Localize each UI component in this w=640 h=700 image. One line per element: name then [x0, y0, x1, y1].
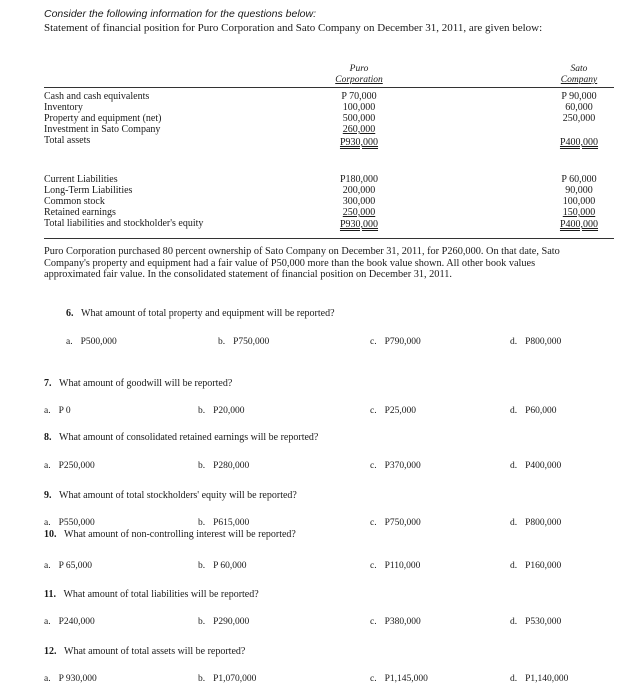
liability-value-puro: P180,000 [339, 174, 379, 185]
option-a[interactable] [66, 337, 117, 347]
option-value: P240,000 [58, 617, 95, 627]
option-value: P 0 [58, 406, 71, 416]
option-value: P400,000 [525, 461, 562, 471]
asset-value-puro: 500,000 [342, 113, 376, 124]
liability-value-sato: 90,000 [565, 185, 593, 196]
liability-label: Retained earnings [44, 207, 116, 218]
option-a[interactable] [44, 518, 95, 528]
option-d[interactable] [510, 337, 561, 347]
option-d[interactable] [510, 561, 561, 571]
col-head-sato-line1: Sato [570, 64, 588, 74]
question-text: What amount of non-controlling interest will be reported? [64, 529, 296, 540]
option-a[interactable] [44, 674, 97, 684]
option-value: P280,000 [213, 461, 250, 471]
question-text: What amount of total stockholders' equity will be reported? [59, 490, 297, 501]
liability-label: Total liabilities and stockholder's equity [44, 218, 204, 229]
option-letter: b. [218, 337, 226, 347]
option-letter: a. [44, 674, 51, 684]
question-10 [44, 529, 296, 540]
option-b[interactable] [198, 406, 245, 416]
asset-label: Investment in Sato Company [44, 124, 161, 135]
question-number: 8. [44, 432, 52, 443]
option-value: P1,140,000 [525, 674, 569, 684]
option-a[interactable] [44, 617, 95, 627]
option-a[interactable] [44, 406, 71, 416]
liability-value-puro: 200,000 [342, 185, 376, 196]
option-letter: b. [198, 561, 206, 571]
liability-total-sato: P400,000 [559, 219, 599, 230]
option-value: P380,000 [384, 617, 421, 627]
option-value: P 65,000 [58, 561, 93, 571]
option-value: P370,000 [384, 461, 421, 471]
question-number: 7. [44, 378, 52, 389]
asset-total-puro: P930,000 [339, 137, 379, 148]
option-letter: c. [370, 674, 377, 684]
liability-label: Long-Term Liabilities [44, 185, 133, 196]
option-c[interactable] [370, 337, 421, 347]
option-value: P110,000 [384, 561, 421, 571]
option-d[interactable] [510, 461, 561, 471]
question-12 [44, 646, 245, 657]
asset-label: Cash and cash equivalents [44, 91, 150, 102]
option-letter: a. [44, 461, 51, 471]
option-letter: c. [370, 406, 377, 416]
case-paragraph: Puro Corporation purchased 80 percent ownership of Sato Company on December 31, 2011, for P260,000. On that date, Sato Company's property and equipment had a fair value of P50,000 more than the book value shown. All other book values approximated fair value. In the consolidated statement of financial position on December 31, 2011. [44, 246, 560, 280]
liability-value-puro: 250,000 [342, 207, 376, 218]
col-head-puro-line1: Puro [349, 64, 369, 74]
option-value: P20,000 [213, 406, 245, 416]
option-value: P250,000 [58, 461, 95, 471]
liability-value-sato: 100,000 [562, 196, 596, 207]
option-a[interactable] [44, 461, 95, 471]
option-letter: b. [198, 518, 206, 528]
question-text: What amount of total assets will be reported? [64, 646, 246, 657]
liability-value-puro: 300,000 [342, 196, 376, 207]
option-letter: a. [66, 337, 73, 347]
question-6 [66, 308, 335, 319]
option-letter: c. [370, 617, 377, 627]
intro-text: Consider the following information for the questions below: [44, 8, 316, 20]
question-number: 12. [44, 646, 57, 657]
asset-label: Total assets [44, 135, 91, 146]
option-value: P500,000 [80, 337, 117, 347]
option-letter: c. [370, 561, 377, 571]
option-letter: b. [198, 461, 206, 471]
option-letter: d. [510, 561, 518, 571]
question-text: What amount of goodwill will be reported? [59, 378, 233, 389]
question-8 [44, 432, 318, 443]
option-c[interactable] [370, 461, 421, 471]
liability-label: Current Liabilities [44, 174, 118, 185]
liability-total-puro: P930,000 [339, 219, 379, 230]
option-value: P290,000 [213, 617, 250, 627]
option-letter: c. [370, 337, 377, 347]
header-rule [44, 87, 614, 88]
asset-label: Inventory [44, 102, 83, 113]
option-value: P 60,000 [213, 561, 247, 571]
asset-value-sato: 250,000 [562, 113, 596, 124]
option-value: P800,000 [525, 337, 562, 347]
asset-value-sato: P 90,000 [561, 91, 597, 102]
option-c[interactable] [370, 518, 421, 528]
option-a[interactable] [44, 561, 92, 571]
option-b[interactable] [198, 561, 247, 571]
question-number: 11. [44, 589, 56, 600]
question-text: What amount of consolidated retained earnings will be reported? [59, 432, 319, 443]
statement-title: Statement of financial position for Puro Corporation and Sato Company on December 31, 2011, are given below: [44, 22, 543, 34]
option-letter: a. [44, 406, 51, 416]
table-bottom-rule [44, 238, 614, 239]
option-value: P750,000 [233, 337, 270, 347]
option-letter: d. [510, 617, 518, 627]
question-number: 9. [44, 490, 52, 501]
option-value: P160,000 [525, 561, 562, 571]
option-b[interactable] [198, 617, 249, 627]
option-letter: a. [44, 617, 51, 627]
option-value: P800,000 [525, 518, 562, 528]
asset-value-sato: 60,000 [565, 102, 593, 113]
option-letter: c. [370, 461, 377, 471]
option-letter: d. [510, 406, 518, 416]
option-letter: c. [370, 518, 377, 528]
option-value: P615,000 [213, 518, 250, 528]
question-number: 10. [44, 529, 57, 540]
option-c[interactable] [370, 674, 428, 684]
option-value: P60,000 [525, 406, 557, 416]
option-letter: d. [510, 461, 518, 471]
option-letter: a. [44, 561, 51, 571]
question-11 [44, 589, 259, 600]
option-letter: b. [198, 674, 206, 684]
option-b[interactable] [198, 518, 249, 528]
option-letter: b. [198, 406, 206, 416]
asset-label: Property and equipment (net) [44, 113, 162, 124]
liability-value-sato: P 60,000 [561, 174, 597, 185]
liability-value-sato: 150,000 [562, 207, 596, 218]
option-letter: a. [44, 518, 51, 528]
asset-value-puro: P 70,000 [341, 91, 377, 102]
liability-label: Common stock [44, 196, 105, 207]
option-value: P530,000 [525, 617, 562, 627]
option-value: P550,000 [58, 518, 95, 528]
option-d[interactable] [510, 674, 568, 684]
question-9 [44, 490, 297, 501]
option-value: P 930,000 [58, 674, 97, 684]
option-letter: d. [510, 337, 518, 347]
option-b[interactable] [198, 461, 249, 471]
asset-total-sato: P400,000 [559, 137, 599, 148]
option-letter: d. [510, 674, 518, 684]
question-7 [44, 378, 232, 389]
option-letter: b. [198, 617, 206, 627]
option-c[interactable] [370, 561, 420, 571]
option-b[interactable] [218, 337, 269, 347]
col-head-sato-line2: Company [560, 75, 598, 85]
option-c[interactable] [370, 617, 421, 627]
option-value: P25,000 [384, 406, 417, 416]
option-b[interactable] [198, 674, 256, 684]
asset-value-puro: 100,000 [342, 102, 376, 113]
question-text: What amount of total liabilities will be reported? [63, 589, 259, 600]
question-number: 6. [66, 308, 74, 319]
asset-value-puro: 260,000 [342, 124, 376, 135]
option-d[interactable] [510, 406, 557, 416]
option-d[interactable] [510, 617, 561, 627]
col-head-puro-line2: Corporation [335, 75, 383, 85]
option-value: P750,000 [384, 518, 421, 528]
question-text: What amount of total property and equipment will be reported? [81, 308, 335, 319]
option-value: P1,070,000 [213, 674, 257, 684]
option-value: P790,000 [384, 337, 421, 347]
option-c[interactable] [370, 406, 416, 416]
option-value: P1,145,000 [384, 674, 428, 684]
option-letter: d. [510, 518, 518, 528]
option-d[interactable] [510, 518, 561, 528]
